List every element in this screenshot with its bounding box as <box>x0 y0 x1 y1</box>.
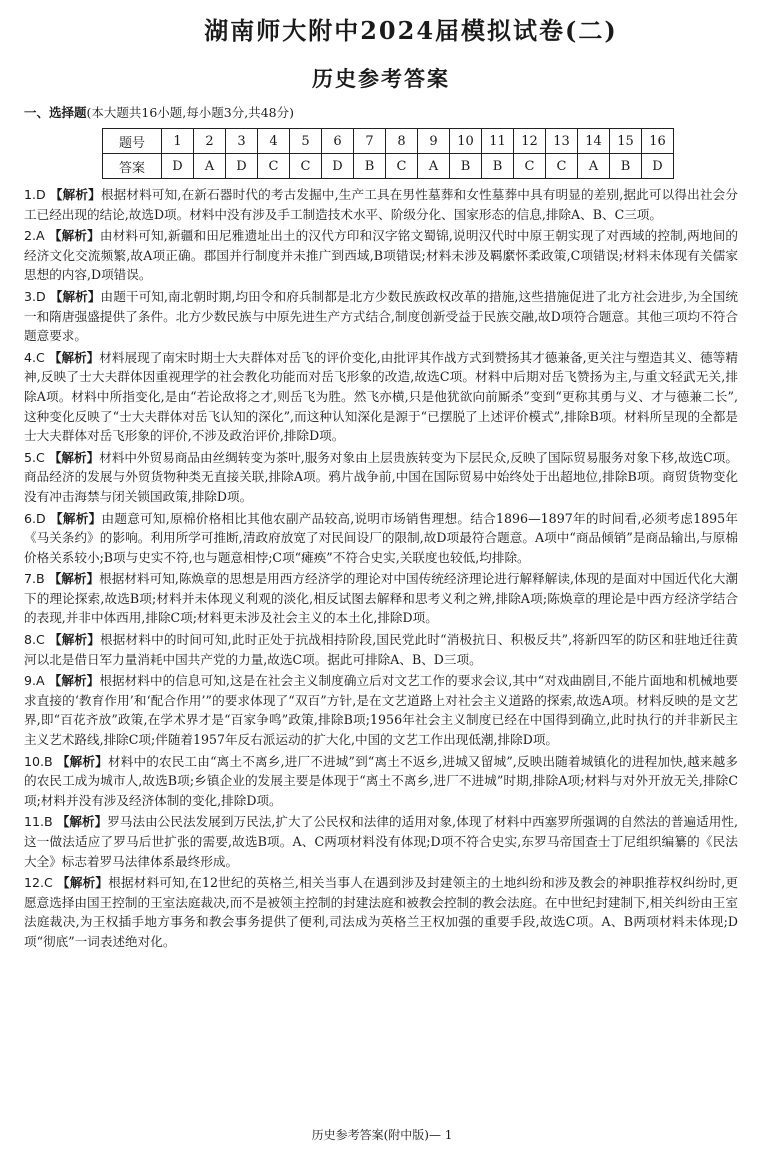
answer-cell: C <box>290 154 322 179</box>
question-number-cell: 13 <box>546 129 578 154</box>
explanation-item <box>24 185 738 224</box>
item-text: 由材料可知,新疆和田尼雅遗址出土的汉代方印和汉字铭文蜀锦,说明汉代时中原王朝实现了对西域的控制,两地间的经济文化交流频繁,故A项正确。郡国并行制度并未推广到西域,B项错误;材料未涉及羁縻怀柔政策,C项错误;材料未体现有关儒家思想的内容,D项错误。 <box>24 228 739 283</box>
question-number-cell: 6 <box>322 129 354 154</box>
item-text: 根据材料中的时间可知,此时正处于抗战相持阶段,国民党此时“消极抗日、积极反共”,将新四军的防区和驻地迁往黄河以北是借日军力量消耗中国共产党的力量,故选C项。据此可排除A、B、D三项。 <box>24 632 738 667</box>
question-number-cell: 10 <box>450 129 482 154</box>
item-number: 10.B <box>24 753 53 769</box>
question-number-cell: 7 <box>354 129 386 154</box>
analysis-tag: 【解析】 <box>49 288 101 304</box>
analysis-tag: 【解析】 <box>48 632 101 648</box>
item-number: 1.D <box>24 187 46 202</box>
explanation-item <box>24 812 738 871</box>
answer-cell: B <box>610 154 642 179</box>
answer-cell: D <box>642 154 674 179</box>
page-subtitle: 历史参考答案 <box>312 66 450 91</box>
answer-cell: B <box>482 154 514 179</box>
answer-cell: B <box>450 154 482 179</box>
question-number-cell: 16 <box>642 129 674 154</box>
answer-table-number-row <box>103 129 674 154</box>
item-number: 8.C <box>24 632 45 648</box>
question-number-cell: 5 <box>290 129 322 154</box>
analysis-tag: 【解析】 <box>56 753 108 769</box>
item-text: 罗马法由公民法发展到万民法,扩大了公民权和法律的适用对象,体现了材料中西塞罗所强调的自然法的普遍适用性,这一做法适应了罗马后世扩张的需要,故选B项。A、C两项材料没有体现;D项不符合史实,东罗马帝国查士丁尼组织编纂的《民法大全》标志着罗马法律体系最终形成。 <box>24 814 739 869</box>
analysis-tag: 【解析】 <box>48 673 100 689</box>
answer-cell: A <box>194 154 226 179</box>
answer-cell: D <box>226 154 258 179</box>
analysis-tag: 【解析】 <box>48 228 100 244</box>
analysis-tag: 【解析】 <box>56 814 108 830</box>
question-number-cell: 14 <box>578 129 610 154</box>
question-number-cell: 8 <box>386 129 418 154</box>
question-number-cell: 15 <box>610 129 642 154</box>
explanation-item <box>24 569 738 628</box>
item-text: 根据材料可知,在新石器时代的考古发掘中,生产工具在男性墓葬和女性墓葬中具有明显的差别,据此可以得出社会分工已经出现的结论,故选D项。材料中没有涉及手工制造技术水平、阶级分化、国家形态的信息,排除A、B、C三项。 <box>24 187 739 222</box>
answer-cell: A <box>418 154 450 179</box>
explanation-item <box>24 448 738 507</box>
analysis-tag: 【解析】 <box>48 449 100 465</box>
question-number-cell: 11 <box>482 129 514 154</box>
question-number-cell: 1 <box>162 129 194 154</box>
question-number-cell: 2 <box>194 129 226 154</box>
section-note: (本大题共16小题,每小题3分,共48分) <box>86 105 294 120</box>
analysis-tag: 【解析】 <box>48 571 100 587</box>
explanation-item <box>24 752 738 811</box>
answer-table-row-label: 答案 <box>103 154 162 179</box>
answer-cell: D <box>322 154 354 179</box>
item-number: 12.C <box>24 875 53 891</box>
analysis-tag: 【解析】 <box>49 187 101 202</box>
question-number-cell: 12 <box>514 129 546 154</box>
analysis-tag: 【解析】 <box>48 349 100 365</box>
explanation-list <box>24 185 738 952</box>
answer-cell: C <box>258 154 290 179</box>
item-number: 6.D <box>24 510 46 526</box>
analysis-tag: 【解析】 <box>57 875 109 891</box>
item-text: 根据材料可知,在12世纪的英格兰,相关当事人在遇到涉及封建领主的土地纠纷和涉及教会的神职推荐权纠纷时,更愿意选择由国王控制的王室法庭裁决,而不是被领主控制的封建法庭和被教会控制的教会法庭。在中世纪封建制下,相关纠纷由王室法庭裁决,为王权插手地方事务和教会事务提供了便利,司法成为英格兰王权加强的重要手段,故选C项。A、B两项材料未体现;D项“彻底”一词表述绝对化。 <box>24 875 738 949</box>
answer-cell: C <box>386 154 418 179</box>
item-text: 根据材料中的信息可知,这是在社会主义制度确立后对文艺工作的要求会议,其中“对戏曲剧目,不能片面地和机械地要求直接的‘教育作用’和‘配合作用’”的要求体现了“双百”方针,是在文艺道路上对社会主义道路的探索,故选A项。材料反映的是文艺界,即“百花齐放”政策,在学术界才是“百家争鸣”政策,排除B项;1956年社会主义制度已经在中国得到确立,此时执行的并非新民主主义艺术路线,排除C项;伴随着1957年反右派运动的扩大化,中国的文艺工作出现低潮,排除D项。 <box>24 673 739 748</box>
answer-table-row-label: 题号 <box>103 129 162 154</box>
item-text: 由题意可知,原棉价格相比其他农副产品较高,说明市场销售理想。结合1896—1897年的时间看,必须考虑1895年《马关条约》的影响。利用所学可推断,清政府放宽了对民间设厂的限制,故D项最符合题意。A项中“商品倾销”是商品输出,与原棉价格关系较小;B项与史实不符,也与题意相悖;C项“瘫痪”不符合史实,关联度也较低,均排除。 <box>24 510 738 565</box>
question-number-cell: 4 <box>258 129 290 154</box>
item-number: 11.B <box>24 814 53 830</box>
explanation-item <box>24 287 738 346</box>
item-number: 4.C <box>24 349 45 365</box>
item-number: 3.D <box>24 288 46 304</box>
answer-table <box>102 128 674 179</box>
item-text: 材料中的农民工由“离土不离乡,进厂不进城”到“离土不返乡,进城又留城”,反映出随着城镇化的进程加快,越来越多的农民工成为城市人,故选B项;乡镇企业的发展主要是体现于“离土不离乡,进厂不进城”时期,排除A项;材料与对外开放无关,排除C项;材料并没有涉及经济体制的变化,排除D项。 <box>24 753 738 808</box>
explanation-item <box>24 509 738 568</box>
section-label: 一、选择题 <box>24 105 87 120</box>
question-number-cell: 3 <box>226 129 258 154</box>
item-text: 材料中外贸易商品由丝绸转变为茶叶,服务对象由上层贵族转变为下层民众,反映了国际贸易服务对象下移,故选C项。商品经济的发展与外贸货物种类无直接关联,排除A项。鸦片战争前,中国在国际贸易中始终处于出超地位,排除B项。商贸货物变化没有冲击海禁与闭关锁国政策,排除D项。 <box>24 449 739 504</box>
answer-cell: C <box>514 154 546 179</box>
answer-cell: A <box>578 154 610 179</box>
explanation-item <box>24 226 738 285</box>
item-text: 根据材料可知,陈焕章的思想是用西方经济学的理论对中国传统经济理论进行解释解读,体现的是面对中国近代化大潮下的理论探索,故选B项;材料并未体现义利观的淡化,相反试图去解释和思考义利之辨,排除A项;陈焕章的理论是中西方经济学结合的表现,并非中体西用,排除C项;材料更未涉及社会主义的本土化,排除D项。 <box>24 571 738 626</box>
item-text: 由题干可知,南北朝时期,均田令和府兵制都是北方少数民族政权改革的措施,这些措施促进了北方社会进步,为全国统一和隋唐强盛提供了条件。北方少数民族与中原先进生产方式结合,制度创新受益于民族交融,故D项符合题意。其他三项均不符合题意要求。 <box>24 288 738 344</box>
explanation-item <box>24 348 738 446</box>
item-number: 9.A <box>24 673 45 689</box>
page-footer: 历史参考答案(附中版)— 1 <box>311 1128 453 1142</box>
section-heading <box>24 104 738 122</box>
answer-cell: D <box>162 154 194 179</box>
answer-table-answer-row <box>103 154 674 179</box>
answer-cell: B <box>354 154 386 179</box>
item-text: 材料展现了南宋时期士大夫群体对岳飞的评价变化,由批评其作战方式到赞扬其才德兼备,更关注与塑造其义、德等精神,反映了士大夫群体因重视理学的社会教化功能而对岳飞形象的改造,故选C项。材料中后期对岳飞赞扬为主,与重文轻武无关,排除A项。材料中所指变化,是由“若论敌将之才,则岳飞为胜。然飞亦横,只是他犹欲向前厮杀”变到“更称其勇与义、才与德兼二长”,这种变化反映了“士大夫群体对岳飞认知的深化”,而这种认知深化是源于“已摆脱了上述评价模式”,排除B项。材料所呈现的全都是士大夫群体对岳飞形象的评价,不涉及政治评价,排除D项。 <box>24 349 738 444</box>
page-title: 湖南师大附中2024届模拟试卷(二) <box>204 16 618 45</box>
item-number: 2.A <box>24 228 45 244</box>
answer-cell: C <box>546 154 578 179</box>
question-number-cell: 9 <box>418 129 450 154</box>
explanation-item <box>24 873 738 951</box>
analysis-tag: 【解析】 <box>50 510 102 526</box>
item-number: 5.C <box>24 449 45 465</box>
item-number: 7.B <box>24 571 45 587</box>
explanation-item <box>24 671 738 749</box>
explanation-item <box>24 630 738 669</box>
